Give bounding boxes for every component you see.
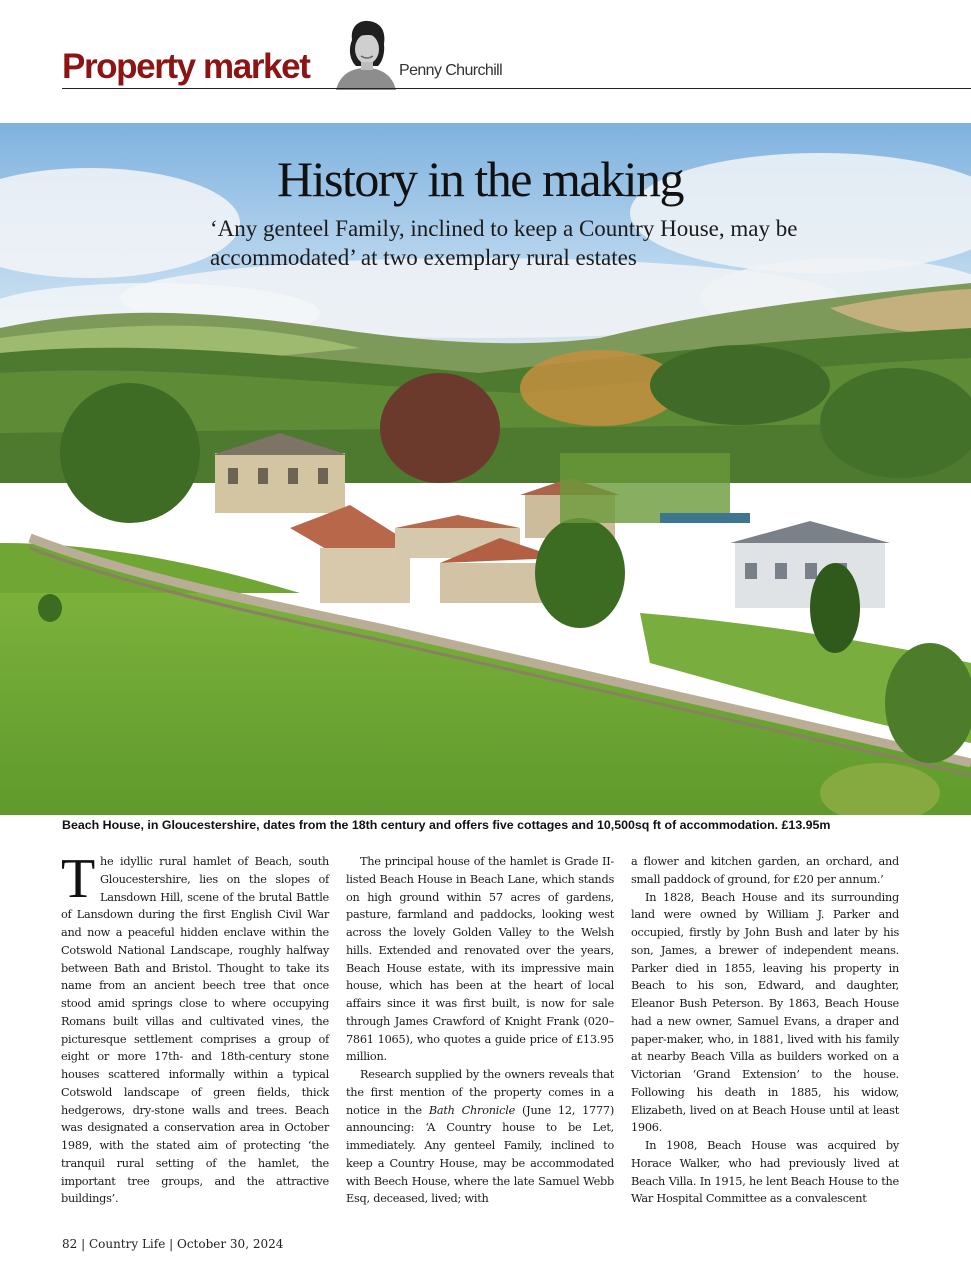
article-paragraph: a flower and kitchen garden, an orchard, and small paddock of ground, for £20 per annum.’ [631, 855, 899, 886]
photo-caption: Beach House, in Gloucestershire, dates from the 18th century and offers five cottages and 10,500sq ft of accommodation. £13.95m [62, 818, 831, 832]
drop-cap: T [61, 848, 95, 910]
hero-photo [0, 123, 971, 815]
paragraph-text: Research supplied by the owners reveals that the first mention of the property comes in a notice in the [346, 1068, 614, 1117]
author-byline: Penny Churchill [399, 62, 503, 79]
article-column-2 [346, 853, 614, 1208]
paragraph-text: (June 12, 1777) announcing: ‘A Country house to be Let, immediately. Any genteel Family, inclined to keep a Country House, may be accommodated with Beech House, where the late Samuel Webb Esq, deceased, lived; with [346, 1103, 615, 1206]
article-paragraph [61, 848, 329, 1208]
article-column-1 [61, 848, 329, 1208]
article-paragraph: In 1908, Beach House was acquired by Horace Walker, who had previously lived at Beach Villa. In 1915, he lent Beach House to the War Hospital Committee as a convalescent [631, 1139, 899, 1206]
paragraph-text: he idyllic rural hamlet of Beach, south Gloucestershire, lies on the slopes of Lansdown Hill, scene of the brutal Battle of Lansdown during the first English Civil War and now a peaceful hidden enclave within the Cotswold National Landscape, roughly halfway between Bath and Bristol. Thought to take its name from an ancient beech tree that once stood amid springs close to where occupying Romans built villas and cultivated vines, the picturesque settlement comprises a group of eight or more 17th- and 18th-century stone houses scattered informally within a typical Cotswold landscape of green fields, thick hedgerows, dry-stone walls and trees. Beach was designated a conservation area in October 1989, with the stated aim of protecting ‘the tranquil rural setting of the hamlet, the important tree groups, and the attractive buildings’. [61, 855, 329, 1206]
headline: History in the making [277, 151, 683, 207]
article-paragraph: In 1828, Beach House and its surrounding land were owned by William J. Parker and occupied, firstly by John Bush and later by his son, James, a brewer of independent means. Parker died in 1855, leaving his property in Beach to his son, Edward, and daughter, Eleanor Bush Peterson. By 1863, Beach House had a new owner, Samuel Evans, a draper and paper-maker, who, in 1881, lived with his family at nearby Beach Villa as builders worked on a Victorian ‘Grand Extension’ to the house. Following his death in 1885, his widow, Elizabeth, lived on at Beach House until at least 1906. [631, 890, 899, 1135]
page-folio: 82 | Country Life | October 30, 2024 [62, 1237, 284, 1251]
publication-title: Bath Chronicle [428, 1103, 516, 1117]
author-portrait [332, 18, 400, 90]
section-title: Property market [62, 47, 310, 86]
article-paragraph [346, 1066, 614, 1208]
page-header [62, 14, 971, 92]
header-rule [62, 88, 971, 89]
standfirst: ‘Any genteel Family, inclined to keep a Country House, may be accommodated’ at two exemplary rural estates [210, 216, 798, 270]
article-column-3 [631, 853, 899, 1208]
article-paragraph: The principal house of the hamlet is Grade II-listed Beach House in Beach Lane, which stands on high ground within 57 acres of gardens, pasture, farmland and paddocks, looking west across the lovely Golden Valley to the Welsh hills. Extended and renovated over the years, Beach House estate, with its impressive main house, which has been at the heart of local affairs since it was first built, is now for sale through James Crawford of Knight Frank (020–7861 1065), who quotes a guide price of £13.95 million. [346, 855, 614, 1064]
